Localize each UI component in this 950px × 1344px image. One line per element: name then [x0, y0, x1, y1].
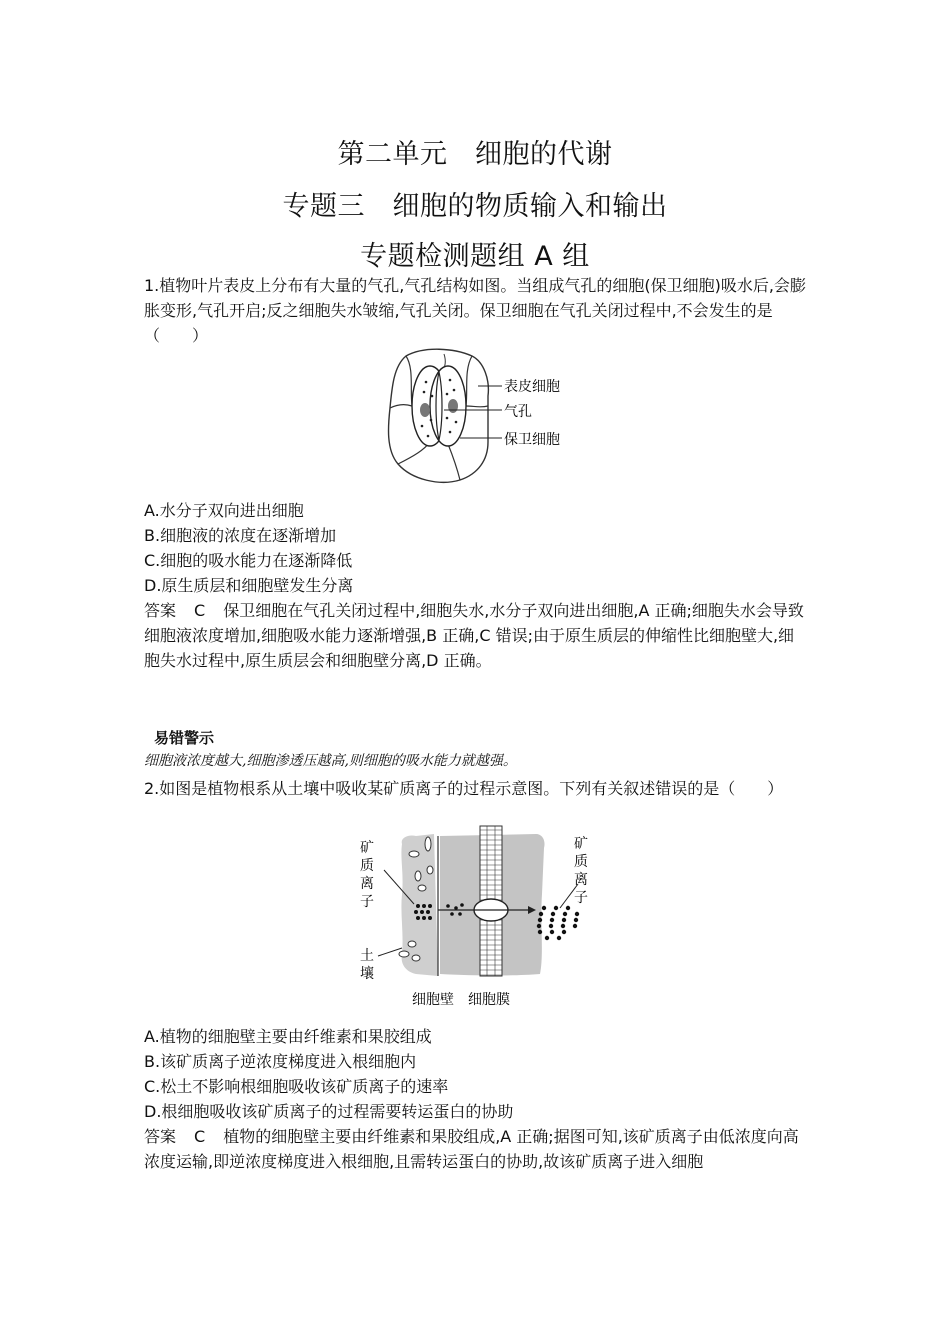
label-ion-right-4: 子 — [574, 890, 588, 906]
root-ion-absorption-figure — [356, 824, 606, 1014]
question-2-option-d[interactable]: D.根细胞吸收该矿质离子的过程需要转运蛋白的协助 — [144, 1102, 514, 1121]
question-1-option-b[interactable]: B.细胞液的浓度在逐渐增加 — [144, 526, 337, 545]
answer-choice: C — [194, 1127, 206, 1146]
label-ion-left-1: 矿 — [360, 840, 374, 856]
warning-title: 易错警示 — [154, 729, 215, 747]
label-soil-1: 土 — [360, 948, 374, 964]
label-ion-left-2: 质 — [360, 858, 374, 874]
label-ion-right-2: 质 — [574, 854, 588, 870]
label-ion-left-3: 离 — [360, 876, 374, 892]
label-soil-2: 壤 — [360, 966, 374, 982]
answer-label: 答案 — [144, 1127, 177, 1146]
label-stoma: 气孔 — [504, 404, 532, 420]
question-1-option-c[interactable]: C.细胞的吸水能力在逐渐降低 — [144, 551, 353, 570]
stomata-figure — [384, 346, 584, 486]
unit-title: 第二单元 细胞的代谢 — [337, 139, 613, 170]
answer-label: 答案 — [144, 601, 177, 620]
answer-choice: C — [194, 601, 206, 620]
question-1-answer — [144, 598, 806, 673]
question-2-stem: 2.如图是植物根系从土壤中吸收某矿质离子的过程示意图。下列有关叙述错误的是（ ） — [144, 779, 784, 798]
question-1-stem: 1.植物叶片表皮上分布有大量的气孔,气孔结构如图。当组成气孔的细胞(保卫细胞)吸水后,会膨胀变形,气孔开启;反之细胞失水皱缩,气孔关闭。保卫细胞在气孔关闭过程中,不会发生的是（ ） — [144, 276, 806, 345]
label-guard-cell: 保卫细胞 — [504, 432, 560, 448]
answer-explanation: 植物的细胞壁主要由纤维素和果胶组成,A 正确;据图可知,该矿质离子由低浓度向高浓度运输,即逆浓度梯度进入根细胞,且需转运蛋白的协助,故该矿质离子进入细胞 — [144, 1127, 799, 1171]
question-2-answer — [144, 1124, 806, 1174]
topic-title: 专题三 细胞的物质输入和输出 — [282, 191, 668, 222]
label-ion-right-3: 离 — [574, 872, 588, 888]
label-cell-wall: 细胞壁 — [412, 992, 454, 1008]
question-2-option-b[interactable]: B.该矿质离子逆浓度梯度进入根细胞内 — [144, 1052, 417, 1071]
group-title: 专题检测题组 A 组 — [360, 241, 590, 272]
label-ion-right-1: 矿 — [574, 836, 588, 852]
stoma-pore — [436, 372, 442, 440]
warning-body: 细胞液浓度越大,细胞渗透压越高,则细胞的吸水能力就越强。 — [144, 753, 517, 769]
question-2-option-a[interactable]: A.植物的细胞壁主要由纤维素和果胶组成 — [144, 1027, 432, 1046]
label-ion-left-4: 子 — [360, 894, 374, 910]
question-1-option-a[interactable]: A.水分子双向进出细胞 — [144, 501, 304, 520]
question-2-option-c[interactable]: C.松土不影响根细胞吸收该矿质离子的速率 — [144, 1077, 449, 1096]
answer-explanation: 保卫细胞在气孔关闭过程中,细胞失水,水分子双向进出细胞,A 正确;细胞失水会导致细胞液浓度增加,细胞吸水能力逐渐增强,B 正确,C 错误;由于原生质层的伸缩性比细胞壁大,细胞失水过程中,原生质层会和细胞壁分离,D 正确。 — [144, 601, 804, 670]
label-cell-membrane: 细胞膜 — [468, 992, 510, 1008]
question-1-option-d[interactable]: D.原生质层和细胞壁发生分离 — [144, 576, 354, 595]
label-epidermal-cell: 表皮细胞 — [504, 379, 560, 395]
